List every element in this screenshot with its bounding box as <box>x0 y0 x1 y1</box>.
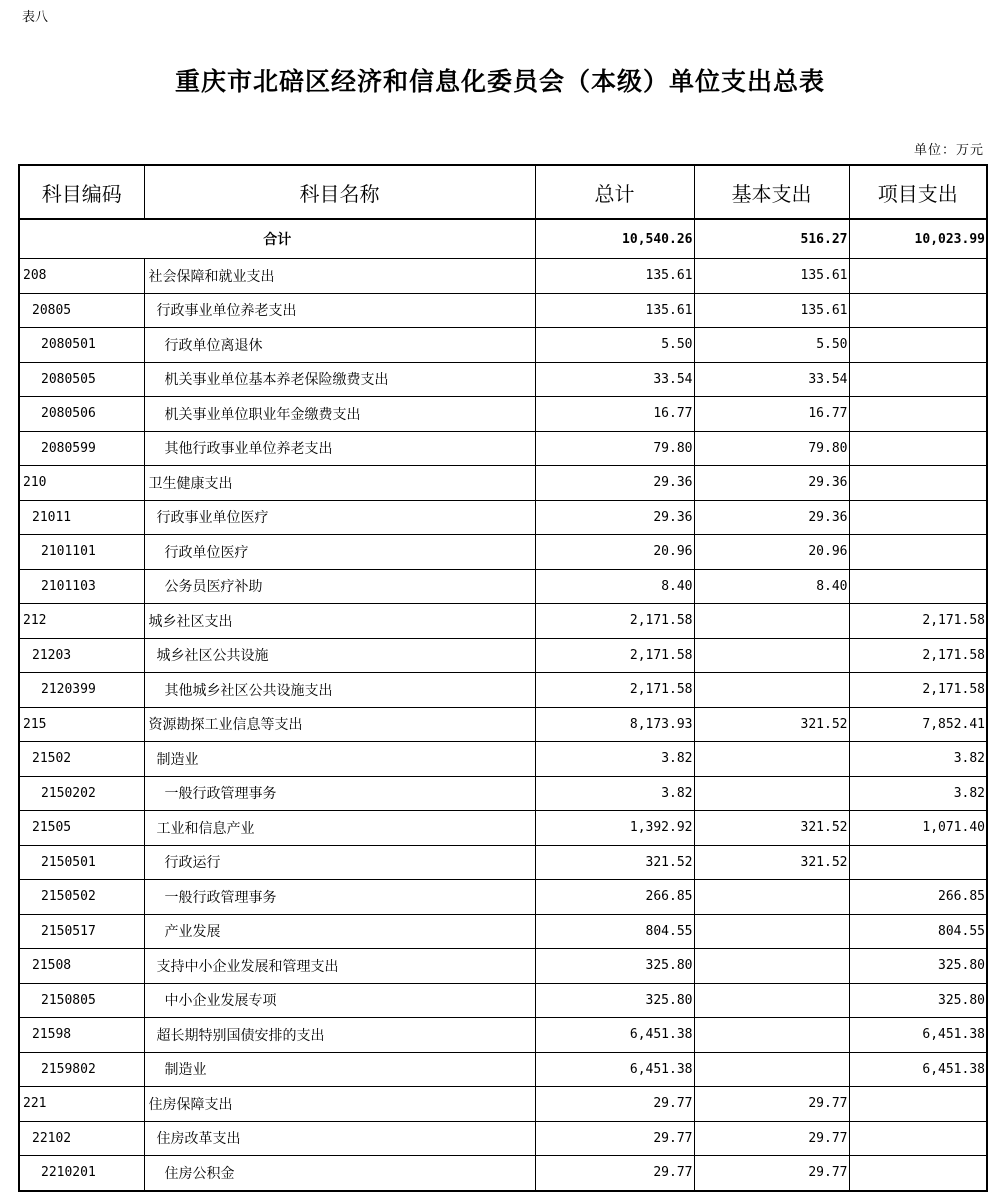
row-project <box>849 569 987 604</box>
row-total: 804.55 <box>535 914 694 949</box>
row-project <box>849 431 987 466</box>
row-code: 21502 <box>19 742 144 777</box>
total-basic: 516.27 <box>694 219 849 259</box>
row-total: 5.50 <box>535 328 694 363</box>
column-header-project: 项目支出 <box>849 165 987 219</box>
row-basic <box>694 983 849 1018</box>
row-total: 135.61 <box>535 259 694 294</box>
row-basic <box>694 949 849 984</box>
row-total: 16.77 <box>535 397 694 432</box>
column-header-name: 科目名称 <box>144 165 535 219</box>
row-code: 2150501 <box>19 845 144 880</box>
row-basic: 5.50 <box>694 328 849 363</box>
row-basic <box>694 604 849 639</box>
total-label: 合计 <box>19 219 535 259</box>
row-name: 其他城乡社区公共设施支出 <box>144 673 535 708</box>
table-row <box>19 707 987 742</box>
table-row <box>19 431 987 466</box>
row-total: 2,171.58 <box>535 673 694 708</box>
row-total: 29.77 <box>535 1087 694 1122</box>
row-total: 2,171.58 <box>535 604 694 639</box>
row-code: 221 <box>19 1087 144 1122</box>
row-total: 135.61 <box>535 293 694 328</box>
row-project <box>849 328 987 363</box>
row-code: 21508 <box>19 949 144 984</box>
table-row <box>19 776 987 811</box>
row-code: 22102 <box>19 1121 144 1156</box>
row-basic <box>694 673 849 708</box>
row-basic: 321.52 <box>694 811 849 846</box>
row-basic: 29.36 <box>694 500 849 535</box>
row-code: 21505 <box>19 811 144 846</box>
table-row <box>19 845 987 880</box>
row-code: 2150517 <box>19 914 144 949</box>
row-basic: 135.61 <box>694 259 849 294</box>
row-basic: 29.77 <box>694 1121 849 1156</box>
table-row <box>19 811 987 846</box>
row-name: 机关事业单位职业年金缴费支出 <box>144 397 535 432</box>
row-total: 8.40 <box>535 569 694 604</box>
row-basic <box>694 742 849 777</box>
row-code: 2150202 <box>19 776 144 811</box>
row-project <box>849 397 987 432</box>
total-row <box>19 219 987 259</box>
row-name: 行政单位离退休 <box>144 328 535 363</box>
table-header-row <box>19 165 987 219</box>
row-name: 行政运行 <box>144 845 535 880</box>
row-project: 325.80 <box>849 983 987 1018</box>
row-code: 210 <box>19 466 144 501</box>
row-name: 卫生健康支出 <box>144 466 535 501</box>
row-total: 6,451.38 <box>535 1018 694 1053</box>
unit-label: 单位：万元 <box>913 143 984 158</box>
row-project: 1,071.40 <box>849 811 987 846</box>
row-basic <box>694 1018 849 1053</box>
row-name: 支持中小企业发展和管理支出 <box>144 949 535 984</box>
table-row <box>19 328 987 363</box>
row-project: 325.80 <box>849 949 987 984</box>
row-code: 20805 <box>19 293 144 328</box>
row-basic: 20.96 <box>694 535 849 570</box>
row-name: 行政事业单位养老支出 <box>144 293 535 328</box>
row-code: 2150805 <box>19 983 144 1018</box>
row-basic <box>694 880 849 915</box>
table-row <box>19 569 987 604</box>
row-name: 社会保障和就业支出 <box>144 259 535 294</box>
row-name: 一般行政管理事务 <box>144 776 535 811</box>
row-basic: 8.40 <box>694 569 849 604</box>
row-basic: 16.77 <box>694 397 849 432</box>
table-row <box>19 914 987 949</box>
table-row <box>19 604 987 639</box>
row-basic <box>694 776 849 811</box>
table-row <box>19 1087 987 1122</box>
row-code: 2120399 <box>19 673 144 708</box>
expenditure-table <box>18 164 988 1192</box>
row-total: 2,171.58 <box>535 638 694 673</box>
row-basic: 79.80 <box>694 431 849 466</box>
row-code: 2080501 <box>19 328 144 363</box>
row-name: 制造业 <box>144 742 535 777</box>
table-row <box>19 673 987 708</box>
row-project <box>849 293 987 328</box>
row-total: 3.82 <box>535 776 694 811</box>
row-total: 266.85 <box>535 880 694 915</box>
row-project: 6,451.38 <box>849 1052 987 1087</box>
row-name: 中小企业发展专项 <box>144 983 535 1018</box>
row-project <box>849 535 987 570</box>
row-project <box>849 362 987 397</box>
row-code: 2150502 <box>19 880 144 915</box>
row-code: 215 <box>19 707 144 742</box>
row-total: 20.96 <box>535 535 694 570</box>
row-code: 2101101 <box>19 535 144 570</box>
row-name: 一般行政管理事务 <box>144 880 535 915</box>
row-project: 6,451.38 <box>849 1018 987 1053</box>
row-name: 工业和信息产业 <box>144 811 535 846</box>
row-total: 1,392.92 <box>535 811 694 846</box>
row-name: 超长期特别国债安排的支出 <box>144 1018 535 1053</box>
row-basic: 321.52 <box>694 707 849 742</box>
table-row <box>19 880 987 915</box>
row-total: 29.36 <box>535 466 694 501</box>
table-row <box>19 362 987 397</box>
row-total: 8,173.93 <box>535 707 694 742</box>
total-sum: 10,540.26 <box>535 219 694 259</box>
row-code: 21011 <box>19 500 144 535</box>
row-code: 2080506 <box>19 397 144 432</box>
row-code: 2080599 <box>19 431 144 466</box>
row-project: 3.82 <box>849 776 987 811</box>
row-name: 产业发展 <box>144 914 535 949</box>
row-code: 2101103 <box>19 569 144 604</box>
row-name: 住房保障支出 <box>144 1087 535 1122</box>
row-name: 公务员医疗补助 <box>144 569 535 604</box>
row-basic <box>694 638 849 673</box>
table-row <box>19 1121 987 1156</box>
row-project <box>849 1156 987 1191</box>
row-total: 3.82 <box>535 742 694 777</box>
table-row <box>19 1018 987 1053</box>
row-total: 6,451.38 <box>535 1052 694 1087</box>
table-row <box>19 535 987 570</box>
row-project: 804.55 <box>849 914 987 949</box>
table-row <box>19 259 987 294</box>
table-row <box>19 397 987 432</box>
column-header-total: 总计 <box>535 165 694 219</box>
row-name: 制造业 <box>144 1052 535 1087</box>
row-code: 208 <box>19 259 144 294</box>
row-total: 29.36 <box>535 500 694 535</box>
row-project: 2,171.58 <box>849 638 987 673</box>
table-row <box>19 742 987 777</box>
column-header-code: 科目编码 <box>19 165 144 219</box>
row-total: 325.80 <box>535 949 694 984</box>
page-title: 重庆市北碚区经济和信息化委员会（本级）单位支出总表 <box>174 67 825 96</box>
total-project: 10,023.99 <box>849 219 987 259</box>
row-name: 行政事业单位医疗 <box>144 500 535 535</box>
row-project: 266.85 <box>849 880 987 915</box>
row-name: 住房公积金 <box>144 1156 535 1191</box>
row-project <box>849 1087 987 1122</box>
row-project: 7,852.41 <box>849 707 987 742</box>
row-name: 其他行政事业单位养老支出 <box>144 431 535 466</box>
row-code: 212 <box>19 604 144 639</box>
row-code: 2159802 <box>19 1052 144 1087</box>
row-basic: 33.54 <box>694 362 849 397</box>
row-name: 住房改革支出 <box>144 1121 535 1156</box>
row-basic: 29.77 <box>694 1156 849 1191</box>
row-name: 机关事业单位基本养老保险缴费支出 <box>144 362 535 397</box>
row-total: 79.80 <box>535 431 694 466</box>
column-header-basic: 基本支出 <box>694 165 849 219</box>
row-total: 33.54 <box>535 362 694 397</box>
row-name: 行政单位医疗 <box>144 535 535 570</box>
row-total: 325.80 <box>535 983 694 1018</box>
row-code: 2210201 <box>19 1156 144 1191</box>
row-total: 29.77 <box>535 1121 694 1156</box>
table-row <box>19 466 987 501</box>
row-code: 2080505 <box>19 362 144 397</box>
row-project: 2,171.58 <box>849 604 987 639</box>
row-name: 资源勘探工业信息等支出 <box>144 707 535 742</box>
table-row <box>19 500 987 535</box>
table-row <box>19 983 987 1018</box>
row-basic: 29.77 <box>694 1087 849 1122</box>
row-basic: 29.36 <box>694 466 849 501</box>
row-project <box>849 845 987 880</box>
row-name: 城乡社区公共设施 <box>144 638 535 673</box>
table-row <box>19 293 987 328</box>
row-total: 321.52 <box>535 845 694 880</box>
row-project: 2,171.58 <box>849 673 987 708</box>
row-project: 3.82 <box>849 742 987 777</box>
row-basic <box>694 1052 849 1087</box>
row-project <box>849 500 987 535</box>
row-basic: 135.61 <box>694 293 849 328</box>
table-row <box>19 638 987 673</box>
row-project <box>849 466 987 501</box>
row-basic: 321.52 <box>694 845 849 880</box>
row-name: 城乡社区支出 <box>144 604 535 639</box>
row-code: 21203 <box>19 638 144 673</box>
table-row <box>19 949 987 984</box>
row-code: 21598 <box>19 1018 144 1053</box>
row-basic <box>694 914 849 949</box>
row-project <box>849 1121 987 1156</box>
table-row <box>19 1052 987 1087</box>
table-number-label: 表八 <box>22 10 49 25</box>
row-total: 29.77 <box>535 1156 694 1191</box>
row-project <box>849 259 987 294</box>
table-row <box>19 1156 987 1191</box>
